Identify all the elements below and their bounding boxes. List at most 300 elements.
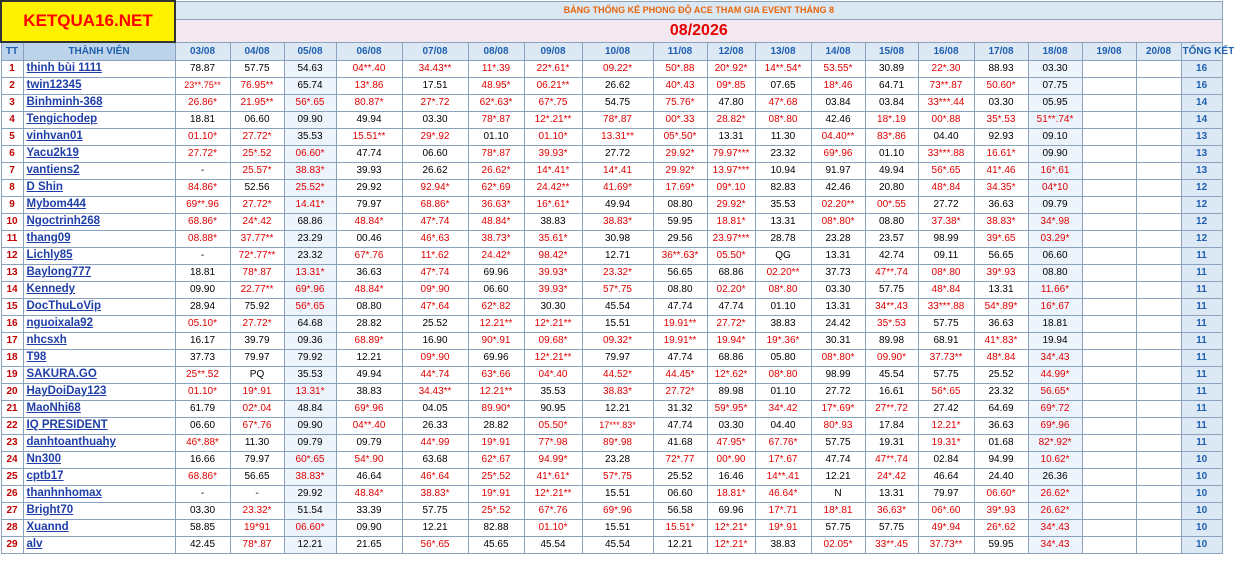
score-cell: 34*.43 <box>1028 349 1082 366</box>
score-cell: 09.90 <box>336 519 402 536</box>
score-cell: 42.46 <box>811 111 865 128</box>
member-name-link[interactable]: thang09 <box>23 230 175 247</box>
score-cell <box>1082 162 1136 179</box>
score-cell: 08.80 <box>653 281 707 298</box>
score-cell: 57.75 <box>230 60 284 77</box>
score-cell: 23.32 <box>974 383 1028 400</box>
score-cell: 09.79 <box>336 434 402 451</box>
total-cell: 11 <box>1181 383 1222 400</box>
row-number: 21 <box>1 400 23 417</box>
member-row <box>1 162 1222 179</box>
score-cell: 09.90* <box>865 349 918 366</box>
score-cell <box>1136 485 1181 502</box>
score-cell: 65.74 <box>284 77 336 94</box>
member-name-link[interactable]: nhcsxh <box>23 332 175 349</box>
score-cell: 06.60 <box>230 111 284 128</box>
score-cell: 57*.75 <box>582 281 653 298</box>
header-date: 07/08 <box>402 42 468 60</box>
score-cell: 23.97*** <box>707 230 755 247</box>
score-cell <box>1082 196 1136 213</box>
score-cell: 38.83* <box>974 213 1028 230</box>
score-cell: 06.60 <box>402 145 468 162</box>
score-cell: 47*.68 <box>755 94 811 111</box>
header-date: 12/08 <box>707 42 755 60</box>
score-cell: 40*.43 <box>653 77 707 94</box>
member-name-link[interactable]: alv <box>23 536 175 553</box>
row-number: 14 <box>1 281 23 298</box>
score-cell: 12*.21** <box>524 349 582 366</box>
row-number: 25 <box>1 468 23 485</box>
score-cell: 26*.62 <box>974 519 1028 536</box>
score-cell: 48*.84 <box>918 179 974 196</box>
score-cell: 27.72 <box>582 145 653 162</box>
member-name-link[interactable]: SAKURA.GO <box>23 366 175 383</box>
score-cell: - <box>175 247 230 264</box>
score-cell: 27**.72 <box>865 400 918 417</box>
member-name-link[interactable]: Baylong777 <box>23 264 175 281</box>
score-cell: 48.95* <box>468 77 524 94</box>
score-cell: 44.45* <box>653 366 707 383</box>
score-cell: 33***.44 <box>918 94 974 111</box>
score-cell <box>1082 400 1136 417</box>
score-cell: 04.40 <box>755 417 811 434</box>
score-cell: 27.72* <box>230 315 284 332</box>
member-name-link[interactable]: Tengichodep <box>23 111 175 128</box>
score-cell: 16.61 <box>865 383 918 400</box>
score-cell: 38.83 <box>336 383 402 400</box>
score-cell: 17*.71 <box>755 502 811 519</box>
score-cell: 89*.98 <box>582 434 653 451</box>
score-cell <box>1136 77 1181 94</box>
score-cell: 03.84 <box>865 94 918 111</box>
score-cell: - <box>175 485 230 502</box>
score-cell: 11*.39 <box>468 60 524 77</box>
score-cell: 23.32 <box>755 145 811 162</box>
score-cell: 30.89 <box>865 60 918 77</box>
title-row <box>1 1 1222 19</box>
score-cell <box>1082 94 1136 111</box>
score-cell: 89.98 <box>865 332 918 349</box>
score-cell: 02.20* <box>707 281 755 298</box>
score-cell: 06.60 <box>1028 247 1082 264</box>
score-cell: 47.74 <box>707 298 755 315</box>
score-cell: 19.94* <box>707 332 755 349</box>
row-number: 24 <box>1 451 23 468</box>
score-cell: 14*.41 <box>582 162 653 179</box>
score-cell: 47*.74 <box>402 264 468 281</box>
score-cell: 27.72 <box>918 196 974 213</box>
score-cell: 26.62* <box>1028 502 1082 519</box>
row-number: 1 <box>1 60 23 77</box>
score-cell: 24.42** <box>524 179 582 196</box>
member-row <box>1 281 1222 298</box>
score-cell: 37.77** <box>230 230 284 247</box>
member-name-link[interactable]: danhtoanthuahy <box>23 434 175 451</box>
score-cell: 26.62* <box>468 162 524 179</box>
score-cell: 26.36 <box>1028 468 1082 485</box>
site-logo-text: KETQUA16.NET <box>23 10 153 30</box>
score-cell: 47*.74 <box>402 213 468 230</box>
member-name-link[interactable]: Mybom444 <box>23 196 175 213</box>
score-cell: 46*.63 <box>402 230 468 247</box>
score-cell: 68.86* <box>402 196 468 213</box>
score-cell: 34*.42 <box>755 400 811 417</box>
score-cell: 47.74 <box>336 145 402 162</box>
member-name-link[interactable]: vantiens2 <box>23 162 175 179</box>
score-cell: 18.81 <box>175 111 230 128</box>
score-cell: 03.30 <box>1028 60 1082 77</box>
member-name-link[interactable]: Lichly85 <box>23 247 175 264</box>
total-cell: 13 <box>1181 128 1222 145</box>
score-cell: 04.40** <box>811 128 865 145</box>
member-row <box>1 145 1222 162</box>
score-cell: 94.99 <box>974 451 1028 468</box>
score-cell: 11*.62 <box>402 247 468 264</box>
score-cell: 67*.76 <box>524 502 582 519</box>
score-cell: 47**.74 <box>865 451 918 468</box>
score-cell: 47.80 <box>707 94 755 111</box>
member-name-link[interactable]: thinh bùi 1111 <box>23 60 175 77</box>
score-cell: 14**.41 <box>755 468 811 485</box>
month-row <box>1 19 1222 42</box>
score-cell: 23.32* <box>582 264 653 281</box>
header-date: 18/08 <box>1028 42 1082 60</box>
total-cell: 11 <box>1181 247 1222 264</box>
score-cell: 59.95 <box>653 213 707 230</box>
score-cell: 27*.72 <box>402 94 468 111</box>
score-cell: 09.22* <box>582 60 653 77</box>
score-cell: 17.84 <box>865 417 918 434</box>
row-number: 5 <box>1 128 23 145</box>
score-cell: 29.92 <box>336 179 402 196</box>
score-cell <box>1082 315 1136 332</box>
score-cell: 62*.69 <box>468 179 524 196</box>
score-cell: 06.60 <box>468 281 524 298</box>
row-number: 11 <box>1 230 23 247</box>
member-name-link[interactable]: HayDoiDay123 <box>23 383 175 400</box>
total-cell: 14 <box>1181 94 1222 111</box>
score-cell: 35.53 <box>284 128 336 145</box>
score-cell: 19*.91 <box>468 434 524 451</box>
member-name-link[interactable]: vinhvan01 <box>23 128 175 145</box>
score-cell: 36.63* <box>865 502 918 519</box>
score-cell: 39*.65 <box>974 230 1028 247</box>
score-cell: 41*.46 <box>974 162 1028 179</box>
member-name-link[interactable]: DocThuLoVip <box>23 298 175 315</box>
site-logo[interactable] <box>1 1 175 42</box>
score-cell: 12.21* <box>918 417 974 434</box>
score-cell: 69.96 <box>468 349 524 366</box>
score-cell: 28.82 <box>468 417 524 434</box>
member-row <box>1 230 1222 247</box>
member-name-link[interactable]: Xuannd <box>23 519 175 536</box>
score-cell: 01.10* <box>175 128 230 145</box>
score-cell: 56.58 <box>653 502 707 519</box>
score-cell: 13.31* <box>284 264 336 281</box>
score-cell: 57.75 <box>811 519 865 536</box>
score-cell: 38.73* <box>468 230 524 247</box>
score-cell: 38.83* <box>582 383 653 400</box>
score-cell: 22*.61* <box>524 60 582 77</box>
score-cell: 76.95** <box>230 77 284 94</box>
score-cell: 79.97 <box>230 349 284 366</box>
score-cell: 06.60 <box>175 417 230 434</box>
score-cell: 49*.94 <box>918 519 974 536</box>
member-row <box>1 349 1222 366</box>
score-cell: 10.62* <box>1028 451 1082 468</box>
score-cell <box>1136 145 1181 162</box>
score-cell: 00*.90 <box>707 451 755 468</box>
score-cell: 78*.87 <box>230 264 284 281</box>
member-row <box>1 383 1222 400</box>
score-cell: 25**.52 <box>175 366 230 383</box>
score-cell: 41*.83* <box>974 332 1028 349</box>
member-row <box>1 196 1222 213</box>
member-name-link[interactable]: Yacu2k19 <box>23 145 175 162</box>
score-cell <box>1136 162 1181 179</box>
score-cell <box>1082 213 1136 230</box>
score-cell: 25*.52 <box>230 145 284 162</box>
score-cell: 38.83 <box>524 213 582 230</box>
score-cell: 08*.80 <box>755 366 811 383</box>
score-cell: 03.30 <box>175 502 230 519</box>
score-cell <box>1082 485 1136 502</box>
score-cell: 78*.87 <box>468 111 524 128</box>
score-cell: 24.40 <box>974 468 1028 485</box>
score-cell <box>1136 536 1181 553</box>
score-cell: 54*.90 <box>336 451 402 468</box>
score-cell: 16*.61* <box>524 196 582 213</box>
score-cell: 23.57 <box>865 230 918 247</box>
score-cell: 20*.92* <box>707 60 755 77</box>
score-cell: 05.95 <box>1028 94 1082 111</box>
score-cell: 35.61* <box>524 230 582 247</box>
score-cell: 23.29 <box>284 230 336 247</box>
score-cell: 44.99* <box>1028 366 1082 383</box>
score-cell: 48.84* <box>336 213 402 230</box>
score-cell: 98.42* <box>524 247 582 264</box>
score-cell: 15.51** <box>336 128 402 145</box>
member-row <box>1 94 1222 111</box>
score-cell: 57.75 <box>865 281 918 298</box>
score-cell <box>1136 111 1181 128</box>
score-cell: 34.43** <box>402 383 468 400</box>
score-cell: 38.83* <box>284 162 336 179</box>
score-cell: 69*.96 <box>1028 417 1082 434</box>
score-cell: 35.53 <box>284 366 336 383</box>
score-cell <box>1136 417 1181 434</box>
score-cell: 39*.93 <box>974 502 1028 519</box>
score-cell <box>1082 298 1136 315</box>
score-cell: 61.79 <box>175 400 230 417</box>
score-cell: 24*.42 <box>865 468 918 485</box>
score-cell: 77*.98 <box>524 434 582 451</box>
score-cell: 27.72* <box>175 145 230 162</box>
score-cell: 28.94 <box>175 298 230 315</box>
score-cell: 02*.04 <box>230 400 284 417</box>
score-cell: 53.55* <box>811 60 865 77</box>
score-cell: 90*.91 <box>468 332 524 349</box>
score-cell: 89.98 <box>707 383 755 400</box>
score-cell: 28.82 <box>336 315 402 332</box>
member-row <box>1 264 1222 281</box>
total-cell: 12 <box>1181 213 1222 230</box>
total-cell: 10 <box>1181 468 1222 485</box>
score-cell: 08.80 <box>1028 264 1082 281</box>
score-cell: 20.80 <box>865 179 918 196</box>
member-name-link[interactable]: MaoNhi68 <box>23 400 175 417</box>
score-cell: 38.83* <box>402 485 468 502</box>
score-cell: 47.74 <box>653 349 707 366</box>
score-cell: 33.39 <box>336 502 402 519</box>
row-number: 4 <box>1 111 23 128</box>
score-cell: 18*.46 <box>811 77 865 94</box>
score-cell: 69*.72 <box>1028 400 1082 417</box>
score-cell: 25.52 <box>402 315 468 332</box>
score-cell: 17.69* <box>653 179 707 196</box>
member-name-link[interactable]: Binhminh-368 <box>23 94 175 111</box>
member-name-link[interactable]: Ngoctrinh268 <box>23 213 175 230</box>
score-cell <box>1082 366 1136 383</box>
score-cell: 00*.55 <box>865 196 918 213</box>
member-name-link[interactable]: Kennedy <box>23 281 175 298</box>
score-cell: 29.92* <box>653 145 707 162</box>
score-cell <box>1082 383 1136 400</box>
score-cell: 83*.86 <box>865 128 918 145</box>
score-cell: 07.65 <box>755 77 811 94</box>
score-cell: 31.32 <box>653 400 707 417</box>
score-cell: 16.66 <box>175 451 230 468</box>
score-cell: 50*.88 <box>653 60 707 77</box>
score-cell <box>1136 247 1181 264</box>
score-cell: 47.95* <box>707 434 755 451</box>
score-cell: 17*.67 <box>755 451 811 468</box>
score-cell: 09.90 <box>175 281 230 298</box>
score-cell: 35*.53 <box>865 315 918 332</box>
score-cell: 12*.21** <box>524 315 582 332</box>
score-cell: 56.65 <box>653 264 707 281</box>
score-cell <box>1136 94 1181 111</box>
score-cell: 30.30 <box>524 298 582 315</box>
score-cell: 68.86 <box>707 349 755 366</box>
score-cell: 01.10 <box>755 383 811 400</box>
score-cell: 89.90* <box>468 400 524 417</box>
score-cell: 04*10 <box>1028 179 1082 196</box>
header-date: 15/08 <box>865 42 918 60</box>
score-cell: 09*.85 <box>707 77 755 94</box>
score-cell: 01.68 <box>974 434 1028 451</box>
score-cell: 09.79 <box>1028 196 1082 213</box>
member-name-link[interactable]: Bright70 <box>23 502 175 519</box>
score-cell: 13.31 <box>865 485 918 502</box>
score-cell: 88.93 <box>974 60 1028 77</box>
score-cell: 05.10* <box>175 315 230 332</box>
total-cell: 13 <box>1181 145 1222 162</box>
member-name-link[interactable]: D Shin <box>23 179 175 196</box>
score-cell: 06.60 <box>653 485 707 502</box>
score-cell: 08*.80 <box>755 111 811 128</box>
member-name-link[interactable]: IQ PRESIDENT <box>23 417 175 434</box>
score-cell: 01.10* <box>524 519 582 536</box>
score-cell: 12.21 <box>336 349 402 366</box>
score-cell: 37.73** <box>918 536 974 553</box>
score-cell: 18*.81 <box>811 502 865 519</box>
score-cell: 34.35* <box>974 179 1028 196</box>
score-cell: 26.62* <box>1028 485 1082 502</box>
row-number: 13 <box>1 264 23 281</box>
score-cell: 16*.67 <box>1028 298 1082 315</box>
score-cell: 67.76* <box>755 434 811 451</box>
score-cell: 18.81* <box>707 485 755 502</box>
score-cell <box>1082 519 1136 536</box>
member-name-link[interactable]: cptb17 <box>23 468 175 485</box>
score-cell: 08.80 <box>336 298 402 315</box>
row-number: 16 <box>1 315 23 332</box>
score-cell: 04**.40 <box>336 60 402 77</box>
score-cell: 09.11 <box>918 247 974 264</box>
header-date: 20/08 <box>1136 42 1181 60</box>
member-name-link[interactable]: Nn300 <box>23 451 175 468</box>
score-cell: 36.63* <box>468 196 524 213</box>
score-cell: 02.84 <box>918 451 974 468</box>
score-cell: 79.97 <box>336 196 402 213</box>
score-cell: 04**.40 <box>336 417 402 434</box>
score-cell: 58.85 <box>175 519 230 536</box>
score-cell: 13.97*** <box>707 162 755 179</box>
score-cell: 22*.30 <box>918 60 974 77</box>
score-cell: 72*.77** <box>230 247 284 264</box>
member-name-link[interactable]: twin12345 <box>23 77 175 94</box>
score-cell: 68.86 <box>284 213 336 230</box>
score-cell: 09.90 <box>284 111 336 128</box>
total-cell: 11 <box>1181 315 1222 332</box>
score-cell: 59.95 <box>974 536 1028 553</box>
score-cell: 16*.61 <box>1028 162 1082 179</box>
score-cell: 78.87 <box>175 60 230 77</box>
score-cell: 41.68 <box>653 434 707 451</box>
member-name-link[interactable]: thanhnhomax <box>23 485 175 502</box>
score-cell: 42.74 <box>865 247 918 264</box>
score-cell: 13.31* <box>284 383 336 400</box>
score-cell: 12.21 <box>582 400 653 417</box>
score-cell: 25.57* <box>230 162 284 179</box>
score-cell: 41*.61* <box>524 468 582 485</box>
score-cell: 36.63 <box>336 264 402 281</box>
total-cell: 11 <box>1181 366 1222 383</box>
score-cell: 48.84* <box>336 485 402 502</box>
score-cell: 56*.65 <box>918 383 974 400</box>
score-cell: 56.65* <box>1028 383 1082 400</box>
total-cell: 11 <box>1181 400 1222 417</box>
score-cell: 45.65 <box>468 536 524 553</box>
score-cell: 16.17 <box>175 332 230 349</box>
score-cell: 67*.76 <box>230 417 284 434</box>
score-cell: 94.99* <box>524 451 582 468</box>
score-cell: 09*.10 <box>707 179 755 196</box>
member-name-link[interactable]: nguoixala92 <box>23 315 175 332</box>
row-number: 7 <box>1 162 23 179</box>
score-cell: 15.51 <box>582 485 653 502</box>
score-cell: 21.95** <box>230 94 284 111</box>
score-cell: 98.99 <box>918 230 974 247</box>
row-number: 29 <box>1 536 23 553</box>
member-name-link[interactable]: T98 <box>23 349 175 366</box>
score-cell: 09.90 <box>1028 145 1082 162</box>
score-cell <box>1082 417 1136 434</box>
score-cell: 51**.74* <box>1028 111 1082 128</box>
score-cell: 78*.87 <box>582 111 653 128</box>
score-cell: 09.36 <box>284 332 336 349</box>
